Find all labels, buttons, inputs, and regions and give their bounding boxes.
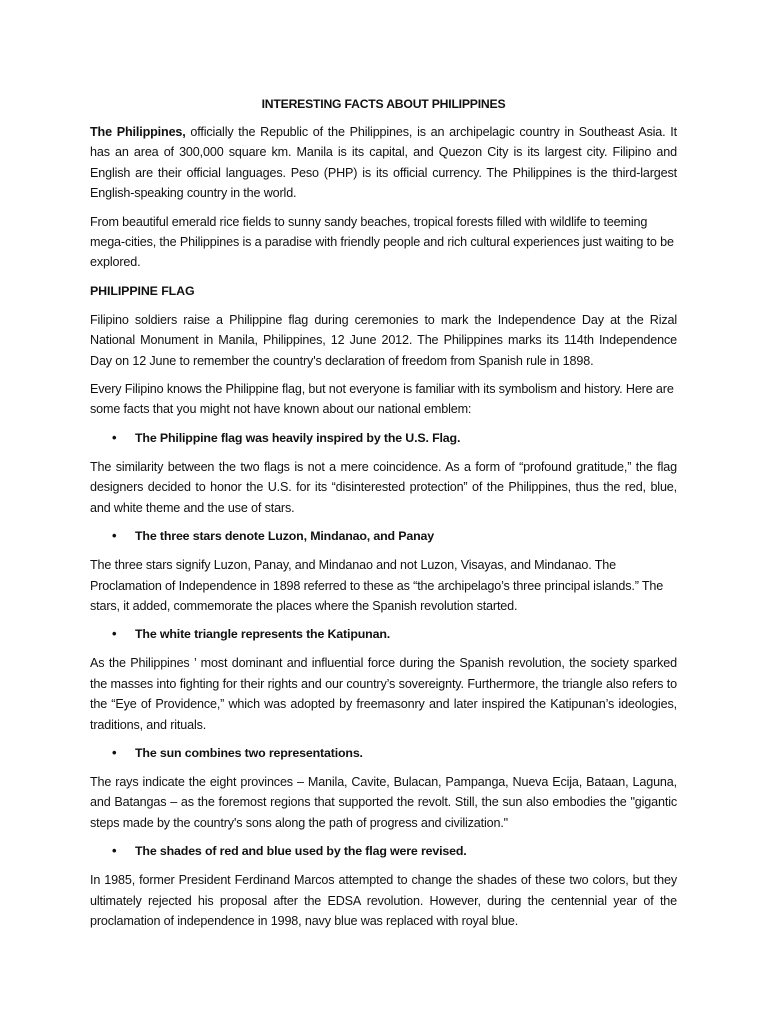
bullet-icon: •: [112, 528, 117, 544]
fact-bullet-1: [90, 428, 677, 448]
fact-paragraph-1: The similarity between the two flags is not a mere coincidence. As a form of “profound gratitude,” the flag designers decided to honor the U.S. for its “disinterested protection” of the Philippines, thus the red, blue, and white theme and the use of stars.: [90, 459, 677, 515]
fact-bullet-3-text: The white triangle represents the Katipunan.: [135, 627, 391, 642]
fact-bullet-4-text: The sun combines two representations.: [135, 745, 363, 760]
fact-paragraph-2: The three stars signify Luzon, Panay, and Mindanao and not Luzon, Visayas, and Mindanao. The Proclamation of Independence in 1898 referred to these as “the archipelago’s three principal islands.” The stars, it added, commemorate the places where the Spanish revolution started.: [90, 558, 664, 613]
fact-bullet-4: [90, 743, 677, 763]
fact-bullet-5-text: The shades of red and blue used by the flag were revised.: [135, 844, 467, 859]
flag-paragraph-2: Every Filipino knows the Philippine flag, but not everyone is familiar with its symbolism and history. Here are some facts that you might not have known about our national emblem:: [90, 382, 674, 417]
bullet-icon: •: [112, 626, 117, 642]
intro-text: officially the Republic of the Philippines, is an archipelagic country in Southeast Asia. It has an area of 300,000 square km. Manila is its capital, and Quezon City is its largest city. Filipino and English are their official languages. Peso (PHP) is its official currency. The Philippines is the third-largest English-speaking country in the world.: [90, 125, 677, 201]
document-title: INTERESTING FACTS ABOUT PHILIPPINES: [261, 97, 506, 111]
bullet-icon: •: [112, 429, 117, 445]
intro-lead: The Philippines,: [90, 125, 186, 139]
flag-heading: PHILIPPINE FLAG: [90, 283, 195, 298]
fact-bullet-2-text: The three stars denote Luzon, Mindanao, and Panay: [135, 529, 435, 544]
paradise-paragraph: From beautiful emerald rice fields to sunny sandy beaches, tropical forests filled with wildlife to teeming mega-cities, the Philippines is a paradise with friendly people and rich cultural experiences just waiting to be explored.: [90, 214, 674, 270]
intro-paragraph: [90, 122, 677, 204]
fact-bullet-2: [90, 526, 677, 546]
bullet-icon: •: [112, 744, 117, 760]
fact-bullet-5: [90, 841, 677, 861]
flag-paragraph-1: Filipino soldiers raise a Philippine flag during ceremonies to mark the Independence Day at the Rizal National Monument in Manila, Philippines, 12 June 2012. The Philippines marks its 114th Independence Day on 12 June to remember the country's declaration of freedom from Spanish rule in 1898.: [90, 312, 677, 368]
fact-paragraph-4: The rays indicate the eight provinces – Manila, Cavite, Bulacan, Pampanga, Nueva Ecija, Bataan, Laguna, and Batangas – as the foremost regions that supported the revolt. Still, the sun also embodies the "gigantic steps made by the country's sons along the path of progress and civilization.": [90, 774, 677, 830]
fact-paragraph-5: In 1985, former President Ferdinand Marcos attempted to change the shades of these two colors, but they ultimately rejected his proposal after the EDSA revolution. However, during the centennial year of the proclamation of independence in 1998, navy blue was replaced with royal blue.: [90, 873, 677, 928]
fact-bullet-1-text: The Philippine flag was heavily inspired by the U.S. Flag.: [135, 430, 461, 445]
fact-paragraph-3: As the Philippines ’ most dominant and influential force during the Spanish revolution, the society sparked the masses into fighting for their rights and our country’s sovereignty. Furthermore, the triangle also refers to the “Eye of Providence,” which was adopted by freemasonry and later inspired the Katipunan’s ideologies, traditions, and rituals.: [90, 656, 677, 732]
bullet-icon: •: [112, 843, 117, 859]
fact-bullet-3: [90, 624, 677, 644]
